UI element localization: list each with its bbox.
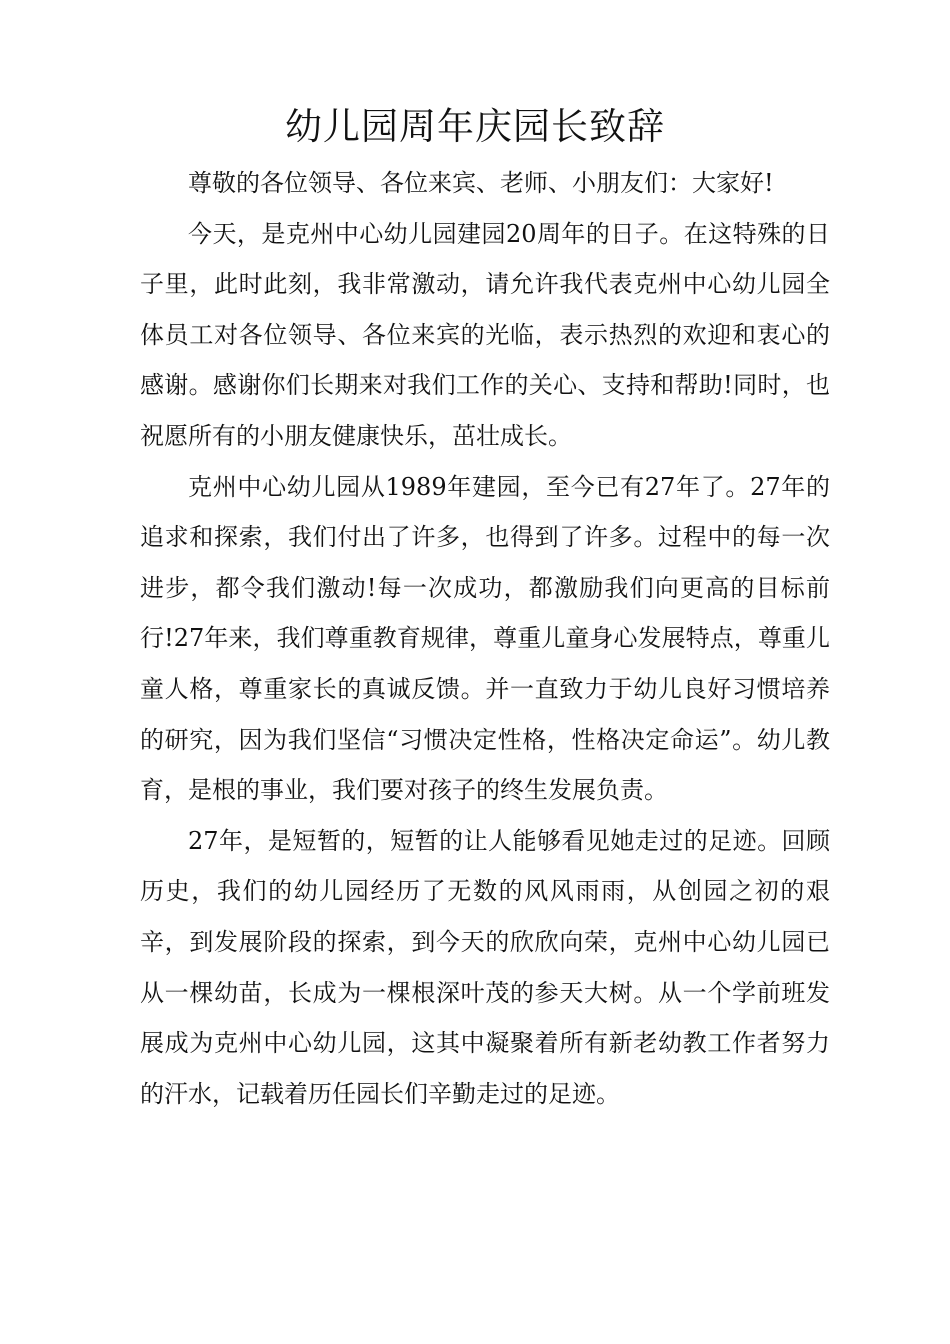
document-body [140, 158, 830, 1119]
paragraph-history: 克州中心幼儿园从1989年建园，至今已有27年了。27年的追求和探索，我们付出了许多，也得到了许多。过程中的每一次进步，都令我们激动!每一次成功，都激励我们向更高的目标前行!27年来，我们尊重教育规律，尊重儿童身心发展特点，尊重儿童人格，尊重家长的真诚反馈。并一直致力于幼儿良好习惯培养的研究，因为我们坚信“习惯决定性格，性格决定命运”。幼儿教育，是根的事业，我们要对孩子的终生发展负责。 [140, 472, 830, 805]
paragraph-greeting: 尊敬的各位领导、各位来宾、老师、小朋友们：大家好! [188, 169, 774, 197]
paragraph-welcome: 今天，是克州中心幼儿园建园20周年的日子。在这特殊的日子里，此时此刻，我非常激动，请允许我代表克州中心幼儿园全体员工对各位领导、各位来宾的光临，表示热烈的欢迎和衷心的感谢。感谢你们长期来对我们工作的关心、支持和帮助!同时，也祝愿所有的小朋友健康快乐，茁壮成长。 [140, 219, 830, 450]
document-title: 幼儿园周年庆园长致辞 [285, 105, 665, 148]
paragraph-retrospect: 27年，是短暂的，短暂的让人能够看见她走过的足迹。回顾历史，我们的幼儿园经历了无数的风风雨雨，从创园之初的艰辛，到发展阶段的探索，到今天的欣欣向荣，克州中心幼儿园已从一棵幼苗，长成为一棵根深叶茂的参天大树。从一个学前班发展成为克州中心幼儿园，这其中凝聚着所有新老幼教工作者努力的汗水，记载着历任园长们辛勤走过的足迹。 [140, 826, 830, 1108]
